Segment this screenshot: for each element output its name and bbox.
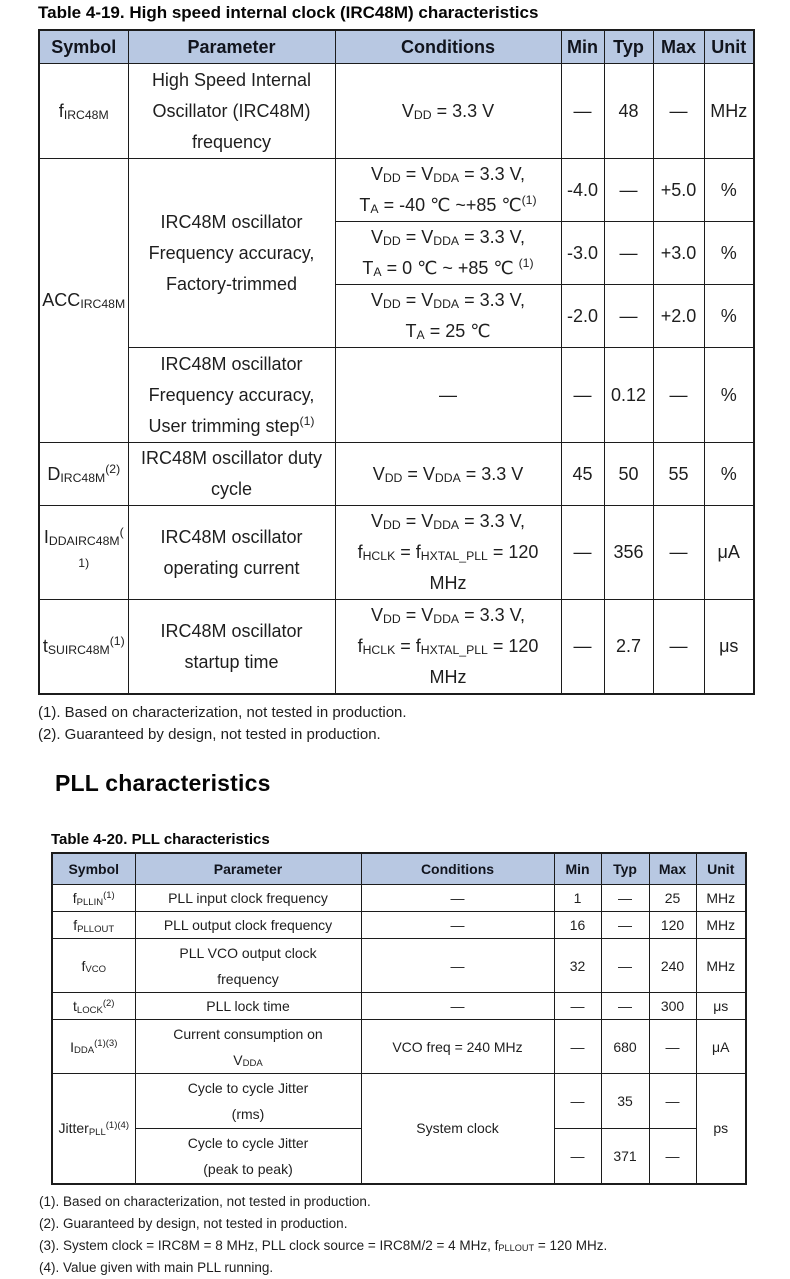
column-header-typ: Typ: [604, 30, 653, 64]
table-cell: —: [601, 912, 649, 939]
table-4-20-title: Table 4-20. PLL characteristics: [51, 831, 270, 848]
table-cell: 1: [554, 885, 601, 912]
footnote: (2). Guaranteed by design, not tested in production.: [39, 1215, 348, 1231]
table-cell: [335, 222, 561, 285]
table-row: [52, 993, 746, 1020]
table-cell: —: [604, 285, 653, 348]
column-header-unit: Unit: [704, 30, 754, 64]
table-row: [39, 159, 754, 222]
cell-line: Current consumption on: [173, 1025, 323, 1042]
table-row: [39, 443, 754, 506]
table-cell: [335, 506, 561, 600]
table-cell: —: [653, 348, 704, 443]
table-cell: [135, 1129, 361, 1184]
table-4-20: [51, 852, 747, 1185]
table-cell: 680: [601, 1020, 649, 1074]
cell-line: $f_{HCLK} = f_{HXTAL\_PLL} = 120$ MHz: [357, 636, 539, 687]
footnote: (2). Guaranteed by design, not tested in production.: [38, 726, 381, 743]
column-header-conditions: Conditions: [335, 30, 561, 64]
table-cell: 45: [561, 443, 604, 506]
table-cell: —: [601, 939, 649, 993]
column-header-min: Min: [561, 30, 604, 64]
table-cell: —: [554, 1074, 601, 1129]
table-cell: —: [335, 348, 561, 443]
cell-line: Oscillator (IRC48M): [152, 100, 311, 121]
table-cell: —: [561, 506, 604, 600]
table-cell: 35: [601, 1074, 649, 1129]
cell-line: User trimming step$^{(1)}$: [148, 413, 315, 436]
column-header-symbol: Symbol: [52, 853, 135, 885]
column-header-parameter: Parameter: [135, 853, 361, 885]
table-cell: [135, 1020, 361, 1074]
table-cell: MHz: [696, 912, 746, 939]
table-4-19-header: [39, 30, 754, 64]
table-cell: $ACC_{IRC48M}$: [39, 159, 128, 443]
table-cell: 32: [554, 939, 601, 993]
cell-line: PLL VCO output clock: [179, 944, 317, 961]
footnote: (3). System clock = IRC8M = 8 MHz, PLL clock source = IRC8M/2 = 4 MHz, $f_{PLLOUT} = 120$ MHz.: [39, 1237, 608, 1254]
table-cell: [39, 506, 128, 600]
table-cell: —: [653, 64, 704, 159]
table-cell: $f_{VCO}$: [52, 939, 135, 993]
cell-line: startup time: [184, 651, 279, 672]
table-cell: 300: [649, 993, 696, 1020]
cell-line: IRC48M oscillator: [160, 211, 303, 232]
table-cell: %: [704, 443, 754, 506]
table-4-19: [38, 29, 755, 695]
table-row: [39, 348, 754, 443]
table-cell: 356: [604, 506, 653, 600]
cell-line: IRC48M oscillator duty: [140, 448, 323, 468]
table-cell: [135, 939, 361, 993]
table-cell: $t_{SUIRC48M}^{(1)}$: [39, 600, 128, 695]
table-cell: System clock: [361, 1074, 554, 1184]
cell-line: $f_{HCLK} = f_{HXTAL\_PLL} = 120$ MHz: [357, 542, 539, 593]
table-cell: —: [561, 600, 604, 695]
table-row: [39, 506, 754, 600]
column-header-max: Max: [653, 30, 704, 64]
cell-line: Cycle to cycle Jitter: [187, 1080, 309, 1096]
table-cell: [128, 443, 335, 506]
table-4-20-footnotes: [39, 1191, 754, 1279]
cell-line: frequency: [217, 970, 279, 987]
table-cell: [335, 285, 561, 348]
table-cell: [128, 600, 335, 695]
table-row: [39, 600, 754, 695]
table-row: [52, 1020, 746, 1074]
table-cell: PLL output clock frequency: [135, 912, 361, 939]
table-cell: +3.0: [653, 222, 704, 285]
table-cell: PLL input clock frequency: [135, 885, 361, 912]
table-cell: [128, 506, 335, 600]
column-header-conditions: Conditions: [361, 853, 554, 885]
table-cell: 48: [604, 64, 653, 159]
table-cell: —: [554, 1020, 601, 1074]
table-4-20-header: [52, 853, 746, 885]
cell-line: IRC48M oscillator: [160, 526, 303, 547]
table-row: [52, 1074, 746, 1129]
cell-line: $V_{DD} = V_{DDA} = 3.3$ V,: [371, 511, 525, 533]
table-cell: VCO freq = 240 MHz: [361, 1020, 554, 1074]
table-cell: $V_{DD} = 3.3$ V: [335, 64, 561, 159]
table-cell: —: [601, 993, 649, 1020]
cell-line: Frequency accuracy,: [148, 242, 315, 263]
table-cell: μA: [704, 506, 754, 600]
column-header-max: Max: [649, 853, 696, 885]
table-cell: —: [604, 159, 653, 222]
cell-line: IRC48M oscillator: [160, 620, 303, 641]
table-cell: 25: [649, 885, 696, 912]
table-cell: -4.0: [561, 159, 604, 222]
table-cell: 16: [554, 912, 601, 939]
cell-line: frequency: [191, 131, 272, 152]
table-cell: —: [361, 993, 554, 1020]
table-cell: —: [653, 600, 704, 695]
cell-line: (peak to peak): [203, 1160, 293, 1177]
table-4-19-title: Table 4-19. High speed internal clock (IRC48M) characteristics: [38, 3, 539, 22]
table-cell: 371: [601, 1129, 649, 1184]
table-cell: Jitter$_{PLL}^{(1)(4)}$: [52, 1074, 135, 1184]
column-header-parameter: Parameter: [128, 30, 335, 64]
footnote: (4). Value given with main PLL running.: [39, 1259, 274, 1275]
table-cell: -2.0: [561, 285, 604, 348]
table-cell: $D_{IRC48M}^{(2)}$: [39, 443, 128, 506]
cell-line: $V_{DD} = V_{DDA} = 3.3$ V,: [371, 164, 525, 186]
cell-line: Cycle to cycle Jitter: [187, 1134, 309, 1151]
table-row: [39, 64, 754, 159]
table-cell: %: [704, 285, 754, 348]
cell-line: $T_A = 0$ ℃ ~ +85 ℃ $^{(1)}$: [362, 256, 534, 280]
table-cell: PLL lock time: [135, 993, 361, 1020]
cell-line: $V_{DD} = V_{DDA} = 3.3$ V,: [371, 227, 525, 249]
cell-line: $V_{DD} = V_{DDA} = 3.3$ V,: [371, 605, 525, 627]
cell-line: High Speed Internal: [151, 69, 312, 90]
table-cell: 240: [649, 939, 696, 993]
cell-line: (rms): [231, 1106, 265, 1122]
table-cell: $f_{IRC48M}$: [39, 64, 128, 159]
cell-line: Frequency accuracy,: [148, 384, 315, 405]
table-cell: MHz: [696, 885, 746, 912]
table-cell: —: [649, 1129, 696, 1184]
table-cell: 55: [653, 443, 704, 506]
table-4-19-body: [39, 64, 754, 695]
table-cell: %: [704, 159, 754, 222]
cell-line: $V_{DDA}$: [233, 1051, 263, 1070]
table-cell: μs: [704, 600, 754, 695]
header-row: [52, 853, 746, 885]
table-cell: —: [361, 885, 554, 912]
table-row: [52, 912, 746, 939]
table-cell: $t_{LOCK}^{(2)}$: [52, 993, 135, 1020]
table-cell: $I_{DDA}^{(1)(3)}$: [52, 1020, 135, 1074]
column-header-symbol: Symbol: [39, 30, 128, 64]
footnote: (1). Based on characterization, not tested in production.: [38, 704, 407, 721]
table-cell: 2.7: [604, 600, 653, 695]
column-header-typ: Typ: [601, 853, 649, 885]
table-cell: [128, 348, 335, 443]
table-row: [52, 939, 746, 993]
table-row: [52, 885, 746, 912]
cell-line: $V_{DD} = V_{DDA} = 3.3$ V,: [371, 290, 525, 312]
table-cell: %: [704, 222, 754, 285]
table-cell: [128, 64, 335, 159]
header-row: [39, 30, 754, 64]
table-cell: —: [361, 939, 554, 993]
table-cell: +2.0: [653, 285, 704, 348]
cell-line: $I_{DDAIRC48M}^($: [43, 524, 124, 548]
table-cell: —: [601, 885, 649, 912]
cell-line: operating current: [163, 557, 300, 578]
pll-section-heading: PLL characteristics: [55, 770, 271, 796]
table-cell: +5.0: [653, 159, 704, 222]
table-cell: $f_{PLLOUT}$: [52, 912, 135, 939]
table-cell: 120: [649, 912, 696, 939]
table-cell: -3.0: [561, 222, 604, 285]
cell-line: Factory-trimmed: [165, 273, 297, 294]
cell-line: IRC48M oscillator: [160, 353, 303, 374]
table-cell: MHz: [696, 939, 746, 993]
table-cell: [135, 1074, 361, 1129]
table-cell: $f_{PLLIN}^{(1)}$: [52, 885, 135, 912]
column-header-unit: Unit: [696, 853, 746, 885]
table-cell: MHz: [704, 64, 754, 159]
table-cell: 50: [604, 443, 653, 506]
table-cell: —: [554, 993, 601, 1020]
cell-line: $T_A = -40$ ℃ ~+85 ℃$^{(1)}$: [359, 193, 537, 217]
table-cell: —: [361, 912, 554, 939]
cell-line: cycle: [210, 479, 252, 499]
table-4-19-footnotes: [38, 702, 754, 746]
cell-line: 1): [78, 555, 90, 570]
table-cell: —: [554, 1129, 601, 1184]
table-cell: —: [653, 506, 704, 600]
table-cell: 0.12: [604, 348, 653, 443]
table-cell: —: [649, 1074, 696, 1129]
table-cell: —: [561, 64, 604, 159]
table-cell: ps: [696, 1074, 746, 1184]
table-cell: [128, 159, 335, 348]
table-cell: %: [704, 348, 754, 443]
table-cell: —: [649, 1020, 696, 1074]
cell-line: $T_A = 25$ ℃: [405, 321, 491, 343]
table-cell: —: [561, 348, 604, 443]
column-header-min: Min: [554, 853, 601, 885]
table-4-20-body: [52, 885, 746, 1184]
footnote: (1). Based on characterization, not tested in production.: [39, 1193, 371, 1209]
table-cell: [335, 600, 561, 695]
table-cell: μs: [696, 993, 746, 1020]
table-cell: $V_{DD} = V_{DDA} = 3.3$ V: [335, 443, 561, 506]
table-cell: μA: [696, 1020, 746, 1074]
table-cell: [335, 159, 561, 222]
table-cell: —: [604, 222, 653, 285]
